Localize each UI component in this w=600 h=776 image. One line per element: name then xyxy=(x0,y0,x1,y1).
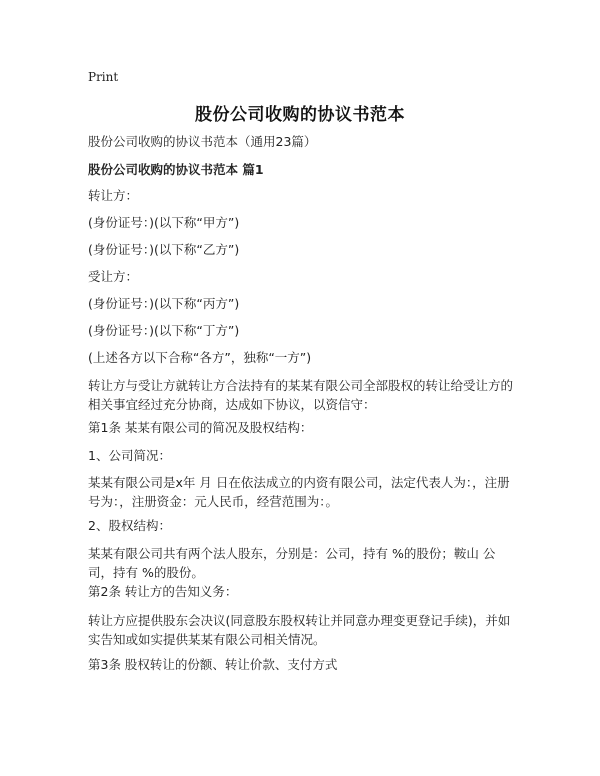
print-label: Print xyxy=(88,70,119,84)
article-2-heading: 第2条 转让方的告知义务： xyxy=(88,584,238,599)
company-overview-text: 某某有限公司是x年 月 日在依法成立的内资有限公司，法定代表人为：，注册号为：，注册资金：元人民币，经营范围为：。 xyxy=(88,475,510,509)
document-title: 股份公司收购的协议书范本 xyxy=(195,105,405,125)
paragraph-parties-collective: (上述各方以下合称“各方”，独称“一方”) xyxy=(88,350,312,365)
article-1-heading: 第1条 某某有限公司的简况及股权结构： xyxy=(88,420,313,435)
paragraph-party-c: (身份证号：)(以下称“丙方”) xyxy=(88,296,240,311)
company-overview-heading: 1、公司简况： xyxy=(88,448,171,463)
equity-structure-text: 某某有限公司共有两个法人股东，分别是：公司，持有 %的股份；鞍山 公司，持有 %的股份。 xyxy=(88,546,496,580)
paragraph-party-d: (身份证号：)(以下称“丁方”) xyxy=(88,323,240,338)
equity-structure-heading: 2、股权结构： xyxy=(88,518,171,533)
article-2-text: 转让方应提供股东会决议(同意股东股权转让并同意办理变更登记手续)，并如实告知或如实提供某某有限公司相关情况。 xyxy=(88,613,511,647)
paragraph-party-b: (身份证号：)(以下称“乙方”) xyxy=(88,242,240,257)
article-3-heading: 第3条 股权转让的份额、转让价款、支付方式 xyxy=(88,657,338,672)
paragraph-transferee: 受让方： xyxy=(88,269,139,284)
paragraph-preamble: 转让方与受让方就转让方合法持有的某某有限公司全部股权的转让给受让方的相关事宜经过充分协商，达成如下协议，以资信守： xyxy=(88,378,514,412)
paragraph-party-a: (身份证号：)(以下称“甲方”) xyxy=(88,215,240,230)
section-heading: 股份公司收购的协议书范本 篇1 xyxy=(88,162,264,177)
paragraph-transferor: 转让方： xyxy=(88,188,139,203)
document-subtitle: 股份公司收购的协议书范本（通用23篇） xyxy=(88,134,317,149)
